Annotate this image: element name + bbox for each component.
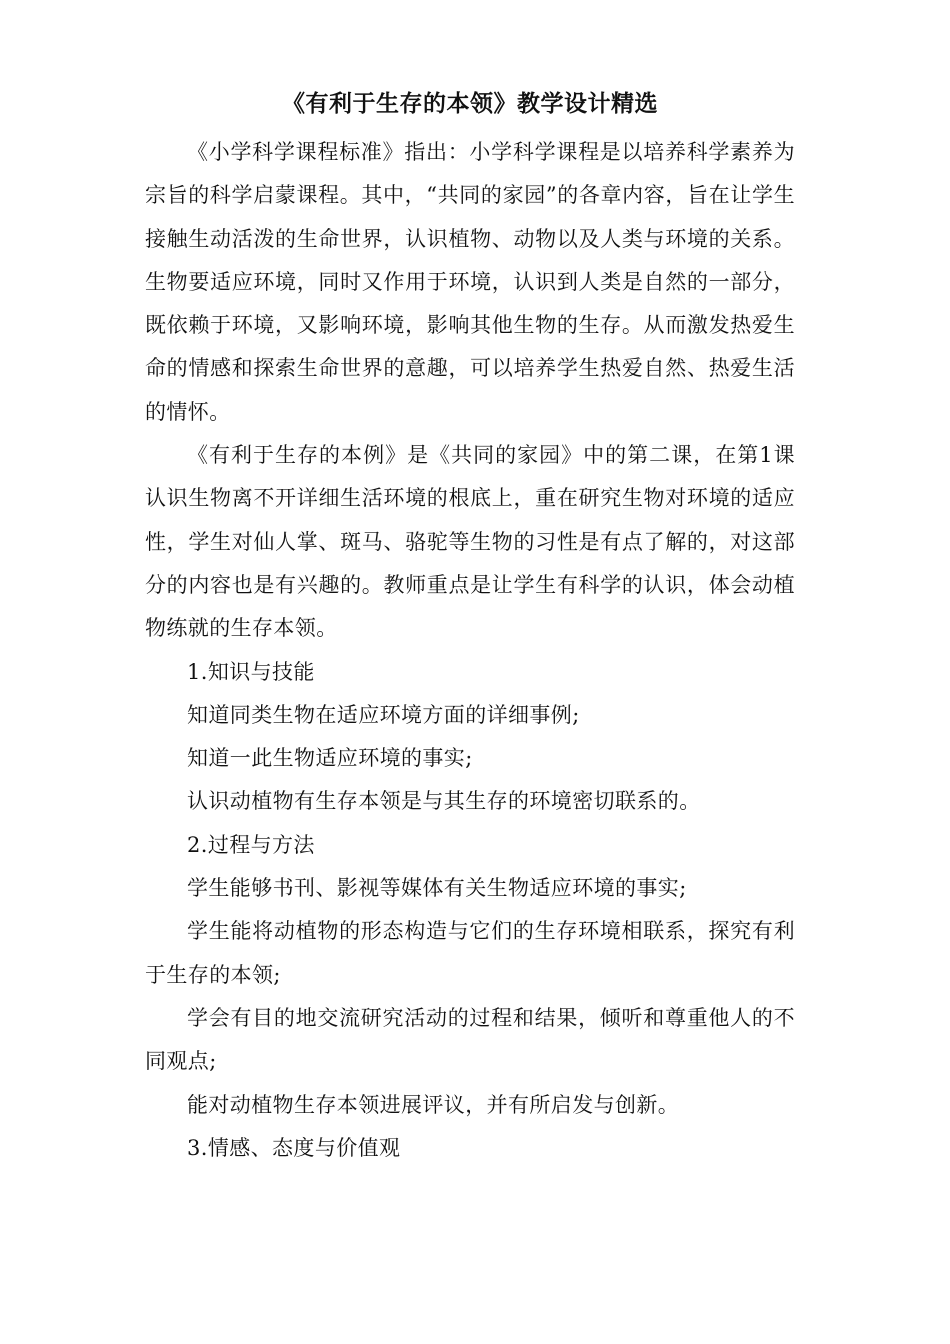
heading-process-methods: 2.过程与方法	[187, 832, 315, 857]
list-item: 学会有目的地交流研究活动的过程和结果，倾听和尊重他人的不同观点;	[145, 1005, 795, 1074]
list-item: 学生能将动植物的形态构造与它们的生存环境相联系，探究有利于生存的本领;	[145, 919, 795, 987]
heading-emotion-values: 3.情感、态度与价值观	[187, 1135, 401, 1160]
list-item: 认识动植物有生存本领是与其生存的环境密切联系的。	[187, 789, 701, 814]
paragraph-lesson-overview: 《有利于生存的本例》是《共同的家园》中的第二课，在第1课认识生物离不开详细生活环境的根底上，重在研究生物对环境的适应性，学生对仙人掌、斑马、骆驼等生物的习性是有点了解的，对这部分的内容也是有兴趣的。教师重点是让学生有科学的认识，体会动植物练就的生存本领。	[145, 443, 795, 641]
list-item: 能对动植物生存本领进展评议，并有所启发与创新。	[187, 1092, 680, 1117]
document-page	[145, 88, 795, 1170]
list-item: 学生能够书刊、影视等媒体有关生物适应环境的事实;	[187, 876, 687, 901]
paragraph-intro-standard: 《小学科学课程标准》指出：小学科学课程是以培养科学素养为宗旨的科学启蒙课程。其中，“共同的家园”的各章内容，旨在让学生接触生动活泼的生命世界，认识植物、动物以及人类与环境的关系。生物要适应环境，同时又作用于环境，认识到人类是自然的一部分，既依赖于环境，又影响环境，影响其他生物的生存。从而激发热爱生命的情感和探索生命世界的意趣，可以培养学生热爱自然、热爱生活的情怀。	[145, 140, 795, 424]
heading-knowledge-skills: 1.知识与技能	[187, 659, 315, 684]
list-item: 知道同类生物在适应环境方面的详细事例;	[187, 702, 580, 727]
list-item: 知道一此生物适应环境的事实;	[187, 746, 473, 771]
document-title: 《有利于生存的本领》教学设计精选	[282, 91, 658, 117]
